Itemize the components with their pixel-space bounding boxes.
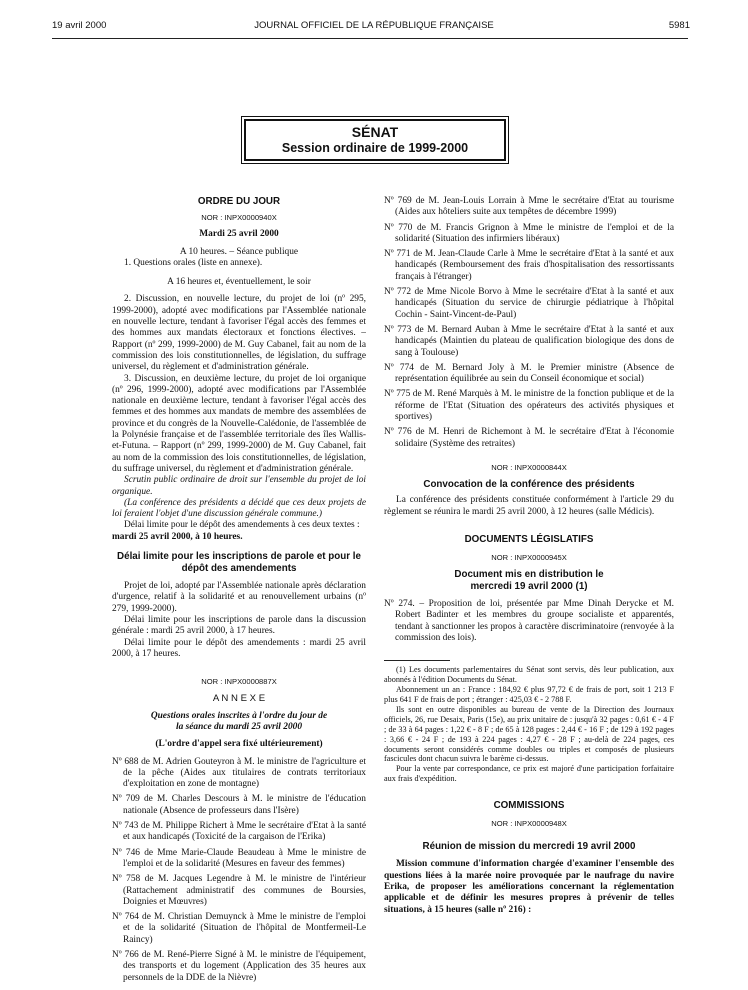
nor-ref: NOR : INPX0000844X <box>491 462 567 472</box>
left-column <box>112 196 366 983</box>
footnote-rule <box>384 660 450 661</box>
ordre-appel-note: (L'ordre d'appel sera fixé ultérieurement) <box>155 739 323 750</box>
reunion-heading: Réunion de mission du mercredi 19 avril 2000 <box>422 841 636 853</box>
projet-de-loi: Projet de loi, adopté par l'Assemblée nationale après déclaration d'urgence, relatif à la solidarité et au renouvellement urbains (nº 279, 1999-2000). <box>112 581 366 614</box>
footnote-vente: Ils sont en outre disponibles au bureau de vente de la Direction des Journaux officiels, 26, rue Desaix, Paris (15e), au prix unitaire de : jusqu'à 32 pages : 0,61 € - 4 F ; de 33 à 64 pages : 1,22 € - 8 F ; de 65 à 128 pages : 2,44 € - 16 F ; de 129 à 192 pages : 3,66 € - 24 F ; de 193 à 224 pages : 4,27 € - 28 F ; au-delà de 224 pages, ces documents seront considérés comme doubles ou triples et composés de plusieurs fascicules dont chacun suivra le barème ci-dessus. <box>384 704 674 764</box>
delai-amendements-date: mardi 25 avril 2000, à 10 heures. <box>112 531 243 542</box>
agenda-item-1: 1. Questions orales (liste en annexe). <box>124 257 263 268</box>
question-item: Nº 766 de M. René-Pierre Signé à M. le ministre de l'équipement, des transports et du logement (Application des 35 heures aux personnels de la DDE de la Nièvre) <box>112 950 366 983</box>
senat-title: SÉNAT <box>351 124 399 140</box>
conference-note: (La conférence des présidents a décidé que ces deux projets de loi feraient l'objet d'une discussion générale commune.) <box>112 497 366 520</box>
session-subtitle: Session ordinaire de 1999-2000 <box>281 141 469 155</box>
delai-depot: Délai limite pour le dépôt des amendements : mardi 25 avril 2000, à 17 heures. <box>112 637 366 659</box>
footnote-correspondance: Pour la vente par correspondance, ce prix est majoré d'une participation forfaitaire aux frais d'expédition. <box>384 764 674 784</box>
delai-amendements: Délai limite pour le dépôt des amendements à ces deux textes : <box>124 520 360 531</box>
delai-heading: Délai limite pour les inscriptions de parole et pour le dépôt des amendements <box>117 551 361 575</box>
question-item: Nº 688 de M. Adrien Gouteyron à M. le ministre de l'agriculture et de la pêche (Aides aux titulaires de contrats territoriaux d'exploitation en zone de montagne) <box>112 756 366 790</box>
question-item: Nº 764 de M. Christian Demuynck à Mme le ministre de l'emploi et de la solidarité (Situation de l'hôpital de Montfermeil-Le Raincy) <box>112 912 366 945</box>
seance-date: Mardi 25 avril 2000 <box>199 229 279 240</box>
questions-heading: Questions orales inscrites à l'ordre du jour de la séance du mardi 25 avril 2000 <box>150 710 328 732</box>
right-column <box>384 196 674 966</box>
document-274: Nº 274. – Proposition de loi, présentée par Mme Dinah Derycke et M. Robert Badinter et les membres du groupe socialiste et apparentés, tendant à sanctionner les propos à caractère discriminatoire (renvoyée à la commission des lois). <box>384 599 674 644</box>
page-number: 5981 <box>668 20 690 31</box>
nor-ref: NOR : INPX0000948X <box>491 819 567 829</box>
delai-parole: Délai limite pour les inscriptions de parole dans la discussion générale : mardi 25 avril 2000, à 17 heures. <box>112 614 366 637</box>
commissions-heading: COMMISSIONS <box>493 800 565 812</box>
nor-ref: NOR : INPX0000945X <box>491 552 567 562</box>
agenda-item-2: 2. Discussion, en nouvelle lecture, du projet de loi (nº 295, 1999-2000), adopté avec modifications par l'Assemblée nationale en nouvelle lecture, tendant à favoriser l'égal accès des femmes et des hommes aux mandats électoraux et fonctions électives. – Rapport (nº 299, 1999-2000) de M. Guy Cabanel, fait au nom de la commission des lois constitutionnelles, de législation, du suffrage universel, du règlement et d'administration générale. <box>112 294 366 373</box>
question-item: Nº 775 de M. René Marquès à M. le ministre de la fonction publique et de la réforme de l'Etat (Situation des opérateurs des activités physiques et sportives) <box>384 389 674 423</box>
footnote-1: (1) Les documents parlementaires du Sénat sont servis, dès leur publication, aux abonnés à l'édition Documents du Sénat. <box>384 665 674 685</box>
nor-ref: NOR : INPX0000940X <box>201 213 277 222</box>
header-rule <box>52 38 688 39</box>
afternoon-time: A 16 heures et, éventuellement, le soir <box>167 277 311 288</box>
question-item: Nº 746 de Mme Marie-Claude Beaudeau à Mme le ministre de l'emploi et de la solidarité (Mesures en faveur des femmes) <box>112 847 366 869</box>
ordre-du-jour-heading: ORDRE DU JOUR <box>197 196 281 207</box>
mission-text: Mission commune d'information chargée d'examiner l'ensemble des questions liées à la marée noire provoquée par le naufrage du navire Erika, de proposer les améliorations concernant la réglementation applicable et de définir les mesures propres à prévenir de telles situations, à 15 heures (salle nº 216) : <box>384 859 674 915</box>
header-date: 19 avril 2000 <box>52 20 107 31</box>
scrutin-note: Scrutin public ordinaire de droit sur l'ensemble du projet de loi organique. <box>112 475 366 497</box>
footnote-abonnement: Abonnement un an : France : 184,92 € plus 97,72 € de frais de port, soit 1 213 F plus 641 F de frais de port ; étranger : 425,03 € - 2 788 F. <box>384 685 674 705</box>
nor-ref: NOR : INPX0000887X <box>201 677 277 687</box>
question-item: Nº 776 de M. Henri de Richemont à M. le secrétaire d'Etat à l'économie solidaire (Système des retraites) <box>384 427 674 449</box>
question-item: Nº 771 de M. Jean-Claude Carle à Mme le secrétaire d'Etat à la santé et aux handicapés (Remboursement des frais d'hospitalisation des ressortissants français à l'étranger) <box>384 249 674 282</box>
convocation-heading: Convocation de la conférence des présidents <box>423 479 635 491</box>
seance-time: A 10 heures. – Séance publique <box>179 246 299 257</box>
question-item: Nº 769 de M. Jean-Louis Lorrain à Mme le secrétaire d'Etat au tourisme (Aides aux hôteliers suite aux tempêtes de décembre 1999) <box>384 196 674 218</box>
question-item: Nº 758 de M. Jacques Legendre à M. le ministre de l'intérieur (Rattachement administratif des communes de Boursies, Doignies et Mœuvres) <box>112 874 366 907</box>
document-distribution-heading: Document mis en distribution le mercredi 19 avril 2000 (1) <box>454 569 604 593</box>
senat-title-box <box>244 119 506 161</box>
question-item: Nº 774 de M. Bernard Joly à M. le Premier ministre (Absence de représentation équilibrée au sein du Conseil économique et social) <box>384 362 674 385</box>
annexe-heading: A N N E X E <box>212 693 266 705</box>
convocation-text: La conférence des présidents constituée conformément à l'article 29 du règlement se réunira le mardi 25 avril 2000, à 12 heures (salle Médicis). <box>384 495 674 517</box>
question-item: Nº 772 de Mme Nicole Borvo à Mme le secrétaire d'Etat à la santé et aux handicapés (Situation du service de chirurgie pédiatrique à l'hôpital Cochin - Saint-Vincent-de-Paul) <box>384 287 674 320</box>
agenda-item-3: 3. Discussion, en deuxième lecture, du projet de loi organique (nº 296, 1999-2000), adopté avec modifications par l'Assemblée nationale en deuxième lecture, tendant à favoriser l'égal accès des femmes et des hommes aux mandats de membre des assemblées de province et du congrès de la Nouvelle-Calédonie, de l'assemblée de la Polynésie française et de l'assemblée territoriale des îles Wallis-et-Futuna. – Rapport (nº 299, 1999-2000) de M. Guy Cabanel, fait au nom de la commission des lois constitutionnelles, de législation, du suffrage universel, du règlement et d'administration générale. <box>112 373 366 474</box>
documents-heading: DOCUMENTS LÉGISLATIFS <box>464 533 594 545</box>
question-item: Nº 709 de M. Charles Descours à M. le ministre de l'éducation nationale (Absence de professeurs dans l'Isère) <box>112 794 366 816</box>
journal-title: JOURNAL OFFICIEL DE LA RÉPUBLIQUE FRANÇAISE <box>254 20 494 31</box>
question-item: Nº 770 de M. Francis Grignon à Mme le ministre de l'emploi et de la solidarité (Situation des infirmiers libéraux) <box>384 222 674 244</box>
question-item: Nº 773 de M. Bernard Auban à Mme le secrétaire d'Etat à la santé et aux handicapés (Maintien du plateau de qualification biologique des dons de sang à Toulouse) <box>384 324 674 358</box>
question-item: Nº 743 de M. Philippe Richert à Mme le secrétaire d'Etat à la santé et aux handicapés (Toxicité de la cargaison de l'Erika) <box>112 821 366 843</box>
